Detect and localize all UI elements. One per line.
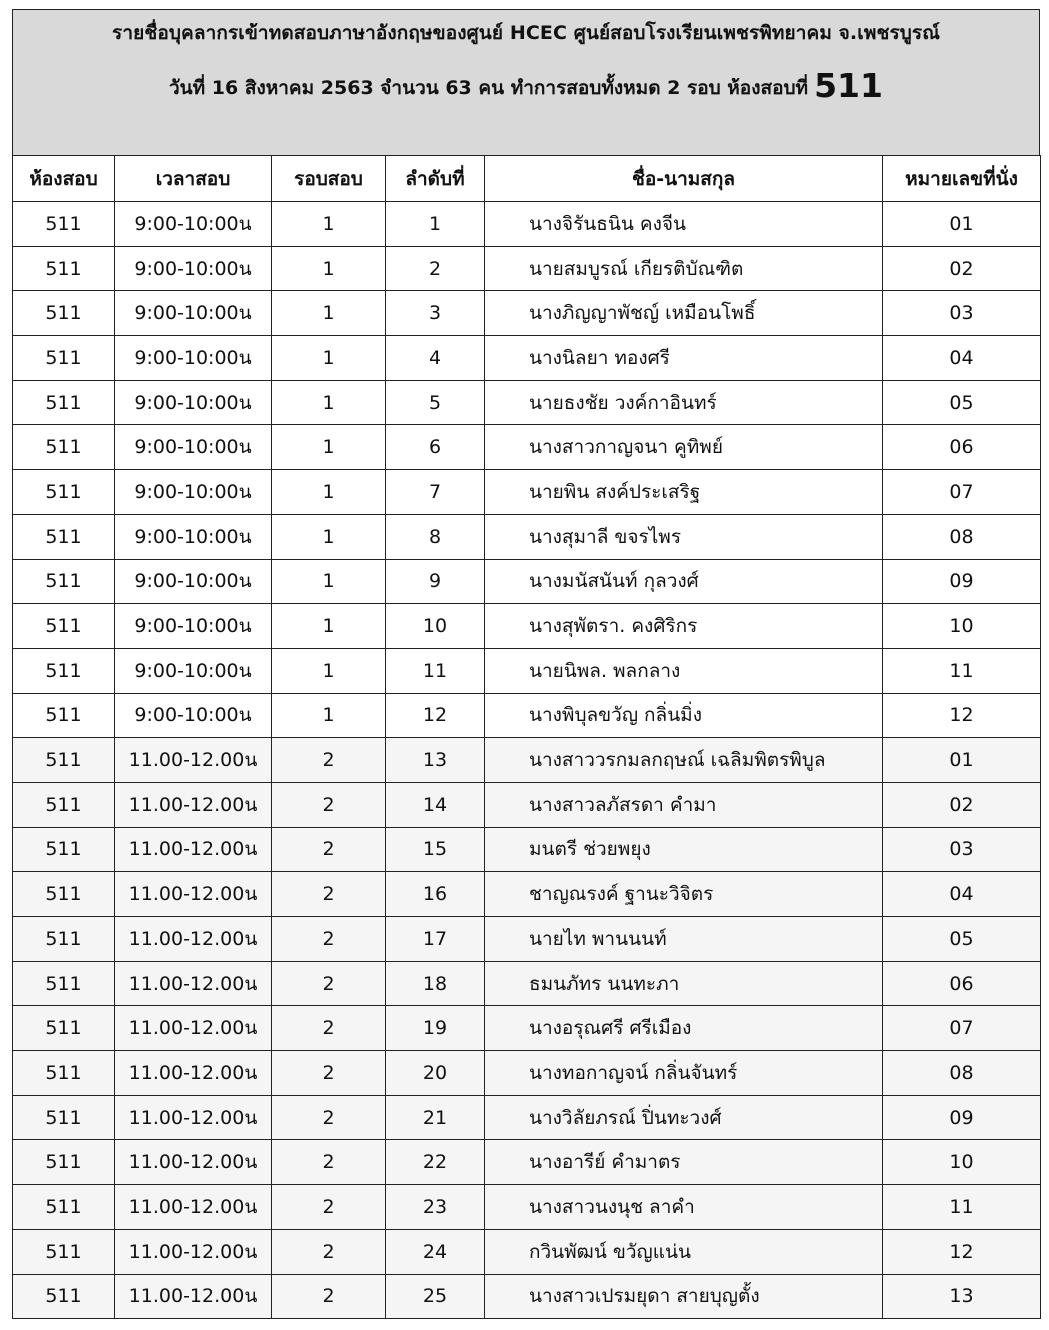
cell-room: 511 bbox=[13, 827, 115, 872]
cell-room: 511 bbox=[13, 1140, 115, 1185]
cell-seat: 01 bbox=[883, 202, 1041, 247]
cell-order: 13 bbox=[386, 738, 485, 783]
cell-room: 511 bbox=[13, 1229, 115, 1274]
cell-time: 9:00-10:00น bbox=[115, 380, 272, 425]
column-header-time: เวลาสอบ bbox=[115, 156, 272, 202]
cell-name: ธมนภัทร นนทะภา bbox=[485, 961, 883, 1006]
cell-room: 511 bbox=[13, 336, 115, 381]
cell-time: 9:00-10:00น bbox=[115, 202, 272, 247]
cell-seat: 06 bbox=[883, 961, 1041, 1006]
cell-time: 11.00-12.00น bbox=[115, 1229, 272, 1274]
cell-order: 22 bbox=[386, 1140, 485, 1185]
cell-seat: 07 bbox=[883, 470, 1041, 515]
cell-room: 511 bbox=[13, 1051, 115, 1096]
cell-round: 2 bbox=[272, 738, 386, 783]
cell-name: นางนิลยา ทองศรี bbox=[485, 336, 883, 381]
cell-room: 511 bbox=[13, 291, 115, 336]
cell-seat: 12 bbox=[883, 693, 1041, 738]
cell-seat: 02 bbox=[883, 246, 1041, 291]
cell-room: 511 bbox=[13, 961, 115, 1006]
cell-round: 1 bbox=[272, 648, 386, 693]
cell-room: 511 bbox=[13, 1095, 115, 1140]
cell-name: นางสาวนงนุช ลาคำ bbox=[485, 1185, 883, 1230]
cell-time: 11.00-12.00น bbox=[115, 1140, 272, 1185]
cell-time: 9:00-10:00น bbox=[115, 514, 272, 559]
cell-round: 1 bbox=[272, 336, 386, 381]
table-row bbox=[13, 559, 1041, 604]
cell-seat: 13 bbox=[883, 1274, 1041, 1319]
cell-round: 2 bbox=[272, 1051, 386, 1096]
cell-order: 6 bbox=[386, 425, 485, 470]
cell-round: 2 bbox=[272, 917, 386, 962]
cell-name: นายนิพล. พลกลาง bbox=[485, 648, 883, 693]
column-header-room: ห้องสอบ bbox=[13, 156, 115, 202]
header-room-number: 511 bbox=[814, 66, 883, 105]
cell-time: 9:00-10:00น bbox=[115, 336, 272, 381]
cell-round: 2 bbox=[272, 1229, 386, 1274]
table-row bbox=[13, 202, 1041, 247]
table-row bbox=[13, 648, 1041, 693]
cell-room: 511 bbox=[13, 1006, 115, 1051]
table-row bbox=[13, 1051, 1041, 1096]
cell-round: 1 bbox=[272, 604, 386, 649]
header-date-info: วันที่ 16 สิงหาคม 2563 จำนวน 63 คน ทำการสอบทั้งหมด 2 รอบ ห้องสอบที่ bbox=[169, 77, 809, 99]
cell-order: 15 bbox=[386, 827, 485, 872]
cell-seat: 04 bbox=[883, 872, 1041, 917]
table-row bbox=[13, 1274, 1041, 1319]
cell-seat: 10 bbox=[883, 1140, 1041, 1185]
cell-name: นางภิญญาพัชญ์ เหมือนโพธิ์ bbox=[485, 291, 883, 336]
cell-name: นายไท พานนนท์ bbox=[485, 917, 883, 962]
cell-round: 1 bbox=[272, 559, 386, 604]
column-header-seat: หมายเลขที่นั่ง bbox=[883, 156, 1041, 202]
cell-seat: 04 bbox=[883, 336, 1041, 381]
cell-order: 14 bbox=[386, 782, 485, 827]
cell-seat: 01 bbox=[883, 738, 1041, 783]
cell-time: 11.00-12.00น bbox=[115, 917, 272, 962]
cell-order: 17 bbox=[386, 917, 485, 962]
cell-name: นางสุมาลี ขจรไพร bbox=[485, 514, 883, 559]
cell-time: 9:00-10:00น bbox=[115, 604, 272, 649]
cell-round: 2 bbox=[272, 782, 386, 827]
column-header-round: รอบสอบ bbox=[272, 156, 386, 202]
cell-seat: 08 bbox=[883, 514, 1041, 559]
table-row bbox=[13, 514, 1041, 559]
table-row bbox=[13, 961, 1041, 1006]
exam-roster-table bbox=[12, 155, 1041, 1319]
table-row bbox=[13, 470, 1041, 515]
cell-room: 511 bbox=[13, 470, 115, 515]
cell-order: 7 bbox=[386, 470, 485, 515]
cell-time: 11.00-12.00น bbox=[115, 1006, 272, 1051]
cell-order: 25 bbox=[386, 1274, 485, 1319]
cell-name: นางพิบุลขวัญ กลิ่นมิ่ง bbox=[485, 693, 883, 738]
table-row bbox=[13, 827, 1041, 872]
cell-time: 11.00-12.00น bbox=[115, 827, 272, 872]
cell-name: นางสาวเปรมยุดา สายบุญตั้ง bbox=[485, 1274, 883, 1319]
cell-name: นางสาวลภัสรดา คำมา bbox=[485, 782, 883, 827]
cell-seat: 03 bbox=[883, 827, 1041, 872]
table-row bbox=[13, 291, 1041, 336]
column-header-order: ลำดับที่ bbox=[386, 156, 485, 202]
table-row bbox=[13, 738, 1041, 783]
table-header-row bbox=[13, 156, 1041, 202]
cell-seat: 11 bbox=[883, 648, 1041, 693]
cell-time: 9:00-10:00น bbox=[115, 559, 272, 604]
cell-time: 11.00-12.00น bbox=[115, 1185, 272, 1230]
cell-room: 511 bbox=[13, 246, 115, 291]
table-row bbox=[13, 604, 1041, 649]
cell-order: 19 bbox=[386, 1006, 485, 1051]
cell-round: 2 bbox=[272, 1006, 386, 1051]
cell-order: 21 bbox=[386, 1095, 485, 1140]
cell-name: นางมนัสนันท์ กุลวงศ์ bbox=[485, 559, 883, 604]
table-row bbox=[13, 693, 1041, 738]
cell-seat: 05 bbox=[883, 380, 1041, 425]
cell-room: 511 bbox=[13, 917, 115, 962]
cell-seat: 09 bbox=[883, 1095, 1041, 1140]
cell-name: นายธงชัย วงค์กาอินทร์ bbox=[485, 380, 883, 425]
cell-order: 5 bbox=[386, 380, 485, 425]
cell-seat: 09 bbox=[883, 559, 1041, 604]
header-title: รายชื่อบุคลากรเข้าทดสอบภาษาอังกฤษของศูนย์ HCEC ศูนย์สอบโรงเรียนเพชรพิทยาคม จ.เพชรบูรณ์ bbox=[112, 22, 940, 44]
table-row bbox=[13, 1006, 1041, 1051]
cell-seat: 08 bbox=[883, 1051, 1041, 1096]
cell-room: 511 bbox=[13, 648, 115, 693]
cell-order: 8 bbox=[386, 514, 485, 559]
cell-order: 20 bbox=[386, 1051, 485, 1096]
cell-seat: 03 bbox=[883, 291, 1041, 336]
table-row bbox=[13, 872, 1041, 917]
cell-name: นางวิลัยภรณ์ ปิ่นทะวงศ์ bbox=[485, 1095, 883, 1140]
cell-round: 1 bbox=[272, 291, 386, 336]
cell-name: มนตรี ช่วยพยุง bbox=[485, 827, 883, 872]
cell-name: ชาญณรงค์ ฐานะวิจิตร bbox=[485, 872, 883, 917]
cell-name: นางทอกาญจน์ กลิ่นจันทร์ bbox=[485, 1051, 883, 1096]
table-row bbox=[13, 1229, 1041, 1274]
cell-time: 11.00-12.00น bbox=[115, 1051, 272, 1096]
cell-seat: 02 bbox=[883, 782, 1041, 827]
column-header-name: ชื่อ-นามสกุล bbox=[485, 156, 883, 202]
table-row bbox=[13, 1185, 1041, 1230]
cell-time: 9:00-10:00น bbox=[115, 648, 272, 693]
cell-time: 11.00-12.00น bbox=[115, 1095, 272, 1140]
cell-room: 511 bbox=[13, 738, 115, 783]
cell-time: 11.00-12.00น bbox=[115, 782, 272, 827]
table-row bbox=[13, 246, 1041, 291]
cell-time: 11.00-12.00น bbox=[115, 872, 272, 917]
cell-order: 18 bbox=[386, 961, 485, 1006]
cell-room: 511 bbox=[13, 1274, 115, 1319]
cell-name: นายสมบูรณ์ เกียรติบัณฑิต bbox=[485, 246, 883, 291]
cell-round: 1 bbox=[272, 380, 386, 425]
cell-time: 9:00-10:00น bbox=[115, 246, 272, 291]
cell-round: 2 bbox=[272, 1274, 386, 1319]
cell-time: 11.00-12.00น bbox=[115, 961, 272, 1006]
cell-name: กวินพัฒน์ ขวัญแน่น bbox=[485, 1229, 883, 1274]
cell-order: 23 bbox=[386, 1185, 485, 1230]
cell-name: นางสาวกาญจนา คูทิพย์ bbox=[485, 425, 883, 470]
cell-room: 511 bbox=[13, 514, 115, 559]
cell-seat: 11 bbox=[883, 1185, 1041, 1230]
cell-seat: 07 bbox=[883, 1006, 1041, 1051]
cell-room: 511 bbox=[13, 693, 115, 738]
cell-seat: 05 bbox=[883, 917, 1041, 962]
header-subtitle bbox=[13, 66, 1039, 105]
table-row bbox=[13, 1095, 1041, 1140]
table-row bbox=[13, 336, 1041, 381]
cell-time: 11.00-12.00น bbox=[115, 738, 272, 783]
cell-round: 1 bbox=[272, 514, 386, 559]
cell-order: 24 bbox=[386, 1229, 485, 1274]
cell-round: 1 bbox=[272, 425, 386, 470]
cell-order: 9 bbox=[386, 559, 485, 604]
table-row bbox=[13, 380, 1041, 425]
cell-time: 11.00-12.00น bbox=[115, 1274, 272, 1319]
cell-round: 2 bbox=[272, 1095, 386, 1140]
document-header bbox=[12, 9, 1040, 155]
cell-name: นายพิน สงค์ประเสริฐ bbox=[485, 470, 883, 515]
cell-order: 1 bbox=[386, 202, 485, 247]
cell-seat: 10 bbox=[883, 604, 1041, 649]
cell-room: 511 bbox=[13, 202, 115, 247]
cell-order: 2 bbox=[386, 246, 485, 291]
cell-round: 2 bbox=[272, 872, 386, 917]
cell-order: 3 bbox=[386, 291, 485, 336]
table-row bbox=[13, 917, 1041, 962]
table-body bbox=[13, 202, 1041, 1319]
cell-seat: 12 bbox=[883, 1229, 1041, 1274]
cell-name: นางสาววรกมลกฤษณ์ เฉลิมพิตรพิบูล bbox=[485, 738, 883, 783]
cell-room: 511 bbox=[13, 872, 115, 917]
cell-round: 1 bbox=[272, 202, 386, 247]
cell-time: 9:00-10:00น bbox=[115, 291, 272, 336]
cell-order: 12 bbox=[386, 693, 485, 738]
cell-round: 2 bbox=[272, 1185, 386, 1230]
cell-round: 2 bbox=[272, 827, 386, 872]
table-row bbox=[13, 1140, 1041, 1185]
cell-round: 2 bbox=[272, 961, 386, 1006]
cell-seat: 06 bbox=[883, 425, 1041, 470]
cell-round: 1 bbox=[272, 470, 386, 515]
cell-order: 10 bbox=[386, 604, 485, 649]
cell-name: นางจิรันธนิน คงจีน bbox=[485, 202, 883, 247]
cell-room: 511 bbox=[13, 782, 115, 827]
cell-room: 511 bbox=[13, 604, 115, 649]
cell-order: 11 bbox=[386, 648, 485, 693]
cell-order: 16 bbox=[386, 872, 485, 917]
cell-round: 1 bbox=[272, 693, 386, 738]
cell-name: นางอารีย์ คำมาตร bbox=[485, 1140, 883, 1185]
document-sheet bbox=[12, 9, 1040, 1319]
cell-time: 9:00-10:00น bbox=[115, 425, 272, 470]
cell-round: 2 bbox=[272, 1140, 386, 1185]
cell-room: 511 bbox=[13, 380, 115, 425]
cell-name: นางสุพัตรา. คงศิริกร bbox=[485, 604, 883, 649]
cell-order: 4 bbox=[386, 336, 485, 381]
cell-room: 511 bbox=[13, 1185, 115, 1230]
cell-name: นางอรุณศรี ศรีเมือง bbox=[485, 1006, 883, 1051]
table-row bbox=[13, 425, 1041, 470]
cell-room: 511 bbox=[13, 425, 115, 470]
table-row bbox=[13, 782, 1041, 827]
cell-round: 1 bbox=[272, 246, 386, 291]
cell-time: 9:00-10:00น bbox=[115, 693, 272, 738]
cell-room: 511 bbox=[13, 559, 115, 604]
cell-time: 9:00-10:00น bbox=[115, 470, 272, 515]
